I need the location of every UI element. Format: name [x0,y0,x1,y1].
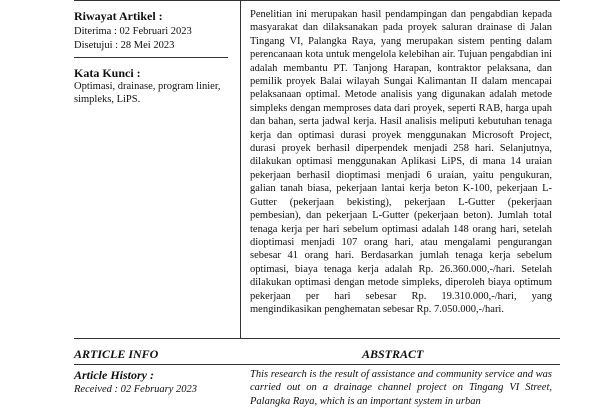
keywords-heading-id: Kata Kunci : [74,66,141,80]
top-rule [74,0,560,1]
column-separator [240,0,241,338]
section-divider [74,338,560,339]
history-heading-en: Article History : [74,368,154,382]
approved-date-id: Disetujui : 28 Mei 2023 [74,40,175,51]
english-divider [74,364,560,365]
abstract-text-id: Penelitian ini merupakan hasil pendampingan dan pengabdian kepada masyarakat dan dilaksanakan pada proyek saluran drainase di Jalan Tingang VI, Palangka Raya, yang merupakan sistem penting dalam perencanaan kota untuk mengelola kelebihan air. Tujuan pengabdian ini adalah membantu PT. Tanjong Harapan, kontraktor pelaksana, dan pemilik proyek Balai wilayah Sungai Kalimantan II dalam mencapai pelaksanaan optimal. Metode analisis yang digunakan adalah metode simpleks dengan memproses data dari proyek, seperti RAB, harga upah dan bahan, serta jadwal kerja. Hasil analisis meliputi kebutuhan tenaga kerja dan optimasi durasi proyek menggunakan Microsoft Project, durasi proyek berhasil diperpendek menjadi 258 hari. Selanjutnya, dilakukan optimasi menggunakan Aplikasi LiPS, di mana 14 uraian pekerjaan berhasil dioptimasi menjadi 6 uraian, yaitu pengukuran, galian tanah biasa, pekerjaan lantai kerja beton K-100, pekerjaan L-Gutter (pekerjaan bekisting), pekerjaan L-Gutter (pekerjaan pembesian), dan pekerjaan L-Gutter (pekerjaan beton). Jumlah total tenaga kerja per hari sebelum optimasi adalah 148 orang hari, setelah dioptimasi menjadi 107 orang hari, atau mengalami pengurangan sebesar 41 orang hari. Berdasarkan jumlah tenaga kerja sebelum optimasi, biaya tenaga kerja adalah Rp. 26.360.000,-/hari. Setelah dilakukan optimasi dengan metode simpleks, diperoleh biaya optimum pekerjaan per hari sebesar Rp. 19.310.000,-/hari, yang mengindikasikan penghematan sebesar Rp. 7.050.000,-/hari. [250,9,552,315]
history-heading-id: Riwayat Artikel : [74,9,163,23]
keywords-text-id: Optimasi, drainase, program linier, simpleks, LiPS. [74,81,221,105]
abstract-heading: ABSTRACT [362,347,424,361]
article-info-heading: ARTICLE INFO [74,347,159,361]
abstract-text-en: This research is the result of assistance and community service and was carried out on a drainage channel project on Tingang VI Street, Palangka Raya, which is an important system in urban [250,369,552,407]
left-divider [74,57,228,58]
received-date-id: Diterima : 02 Februari 2023 [74,26,192,37]
received-date-en: Received : 02 February 2023 [74,384,198,395]
